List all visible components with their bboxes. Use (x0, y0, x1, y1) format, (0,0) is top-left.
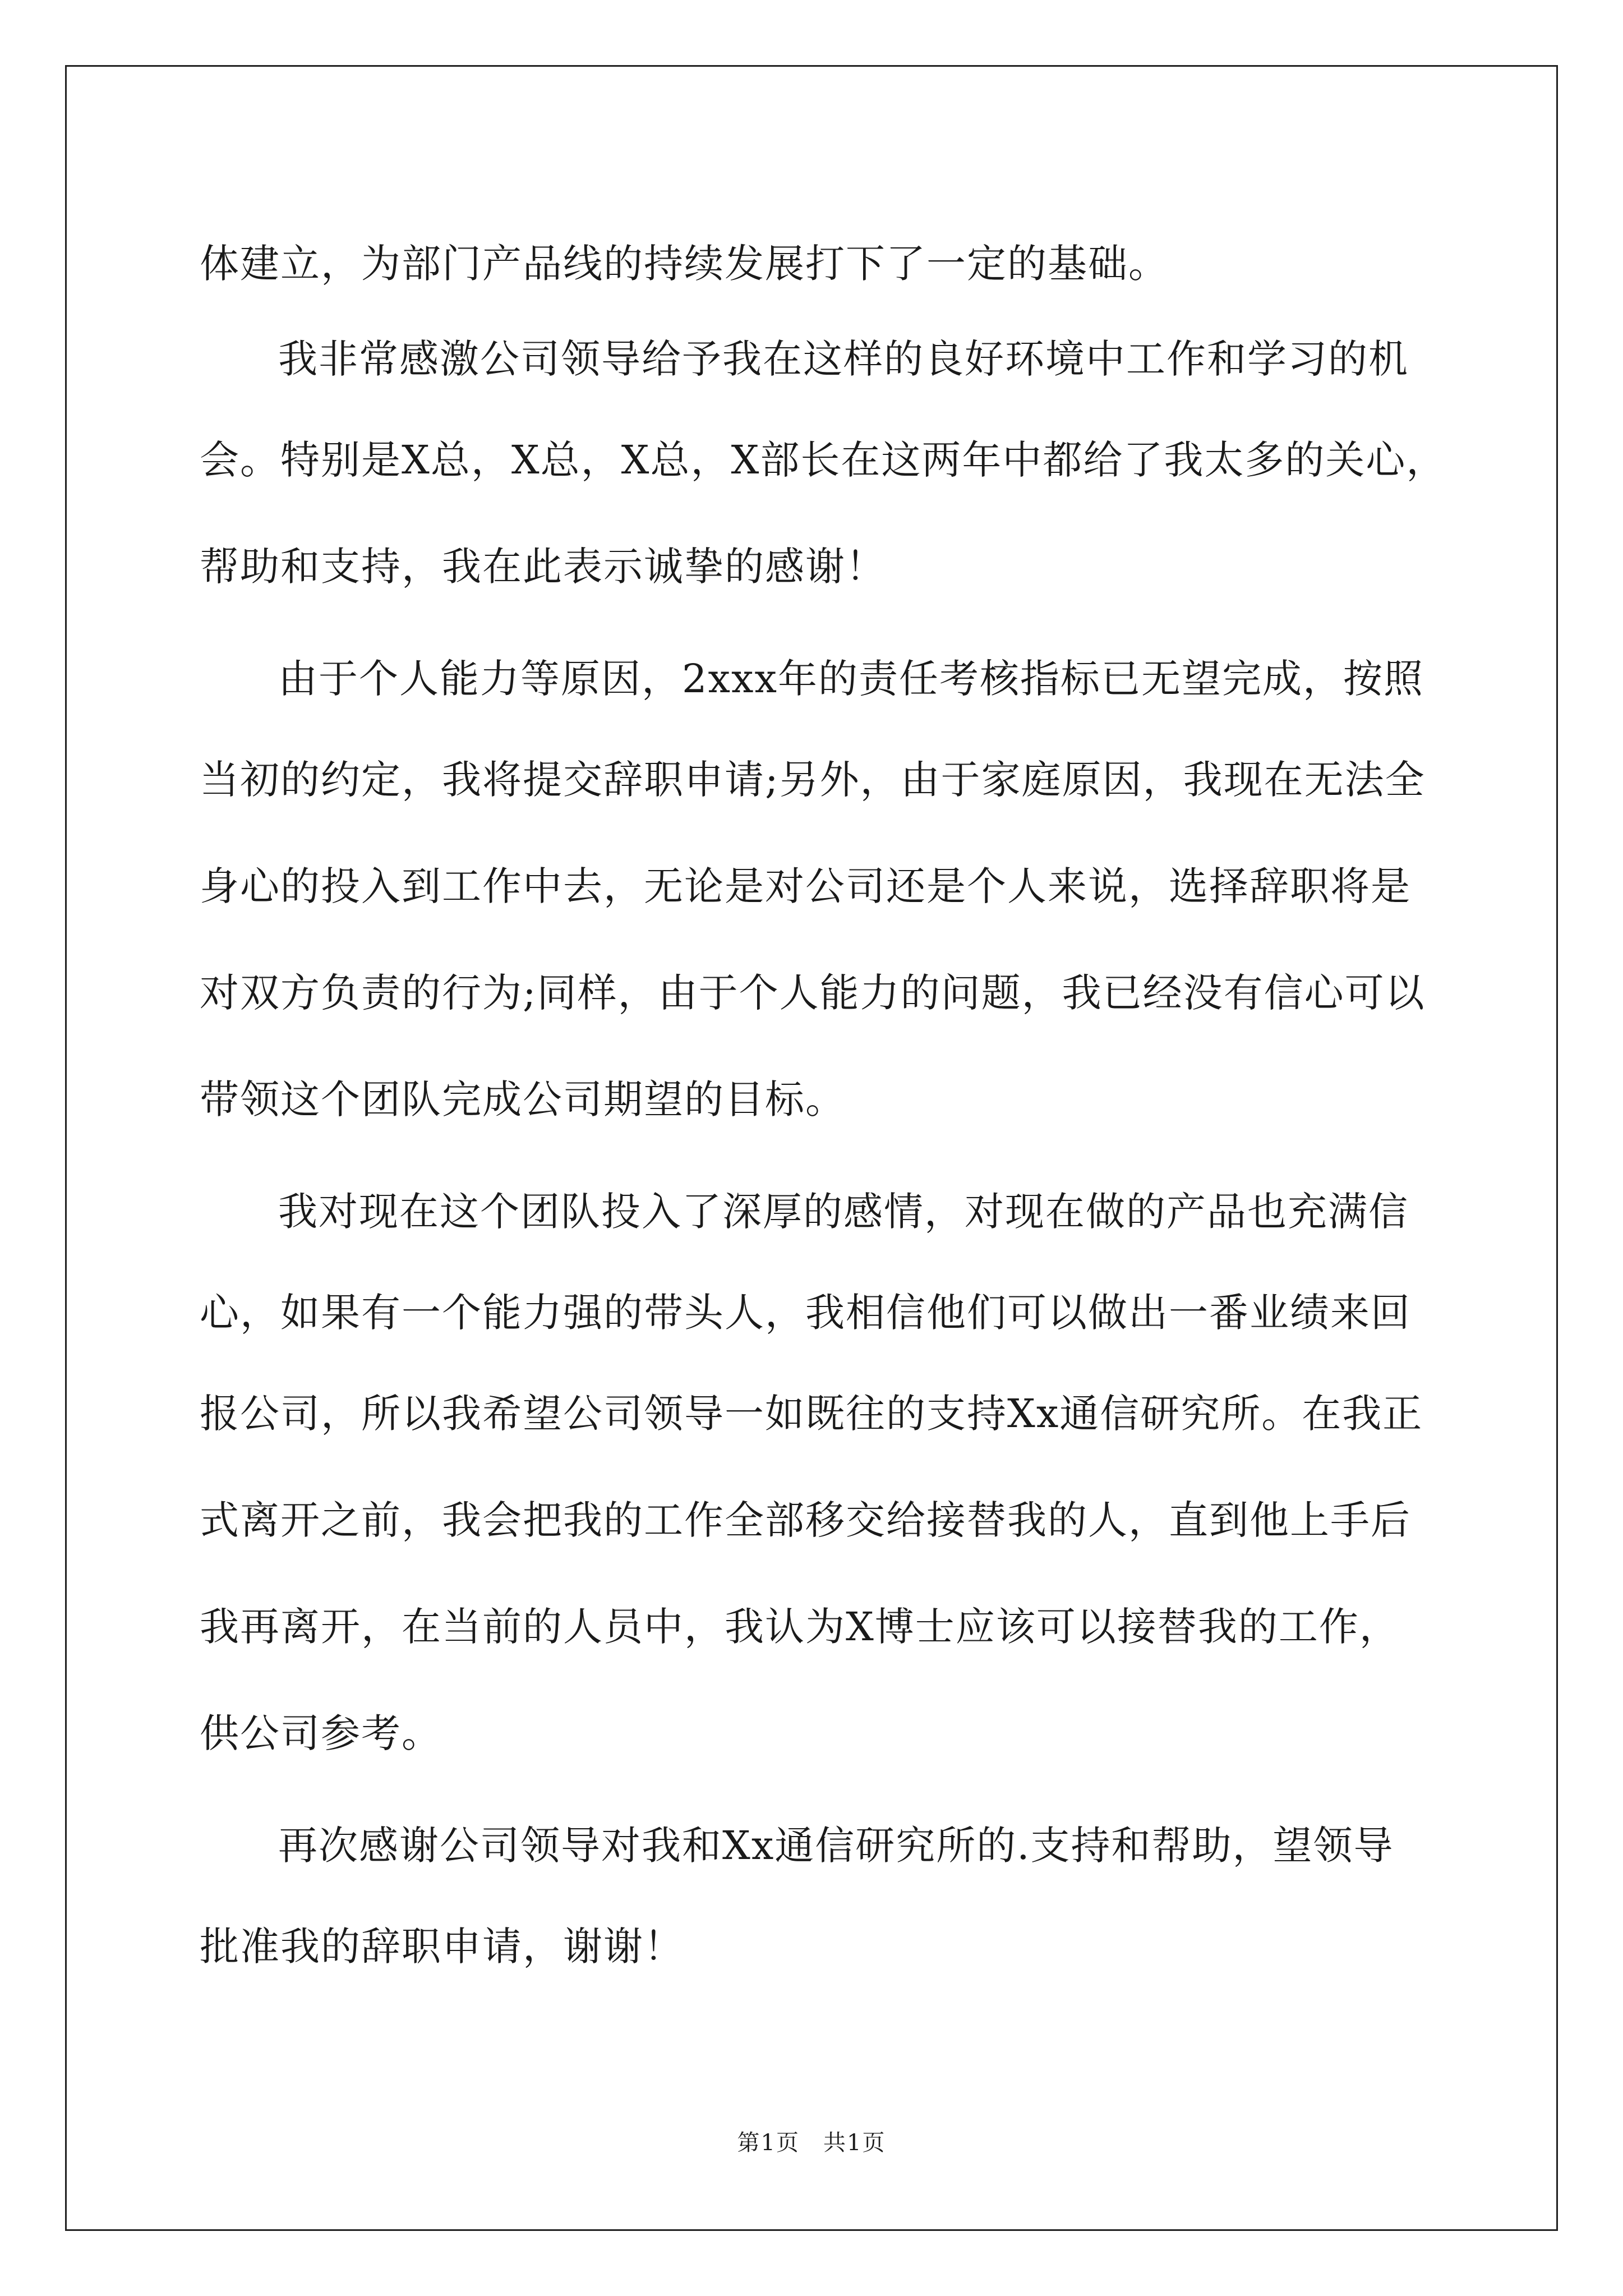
text-line: 报公司，所以我希望公司领导一如既往的支持Xx通信研究所。在我正 (200, 1391, 1423, 1437)
text-line: 我再离开，在当前的人员中，我认为X博士应该可以接替我的工作， (200, 1604, 1400, 1650)
text-line: 我非常感激公司领导给予我在这样的良好环境中工作和学习的机 (278, 336, 1409, 382)
text-line: 我对现在这个团队投入了深厚的感情，对现在做的产品也充满信 (278, 1189, 1409, 1235)
text-line: 会。特别是X总，X总，X总，X部长在这两年中都给了我太多的关心， (200, 437, 1447, 483)
text-line: 体建立，为部门产品线的持续发展打下了一定的基础。 (200, 241, 1169, 287)
text-line: 再次感谢公司领导对我和Xx通信研究所的.支持和帮助，望领导 (278, 1823, 1394, 1869)
text-line: 式离开之前，我会把我的工作全部移交给接替我的人，直到他上手后 (200, 1497, 1411, 1543)
page-border (65, 65, 1558, 2231)
text-line: 批准我的辞职申请，谢谢！ (200, 1924, 684, 1970)
text-line: 供公司参考。 (200, 1710, 442, 1756)
text-line: 帮助和支持，我在此表示诚挚的感谢！ (200, 544, 886, 590)
text-line: 由于个人能力等原因，2xxx年的责任考核指标已无望完成，按照 (278, 656, 1424, 702)
text-line: 心，如果有一个能力强的带头人，我相信他们可以做出一番业绩来回 (200, 1290, 1411, 1336)
page-footer: 第1页 共1页 (737, 2130, 886, 2156)
text-line: 对双方负责的行为;同样，由于个人能力的问题，我已经没有信心可以 (200, 970, 1426, 1016)
text-line: 当初的约定，我将提交辞职申请;另外，由于家庭原因，我现在无法全 (200, 757, 1426, 803)
text-line: 带领这个团队完成公司期望的目标。 (200, 1076, 846, 1122)
text-line: 身心的投入到工作中去，无论是对公司还是个人来说，选择辞职将是 (200, 863, 1411, 909)
